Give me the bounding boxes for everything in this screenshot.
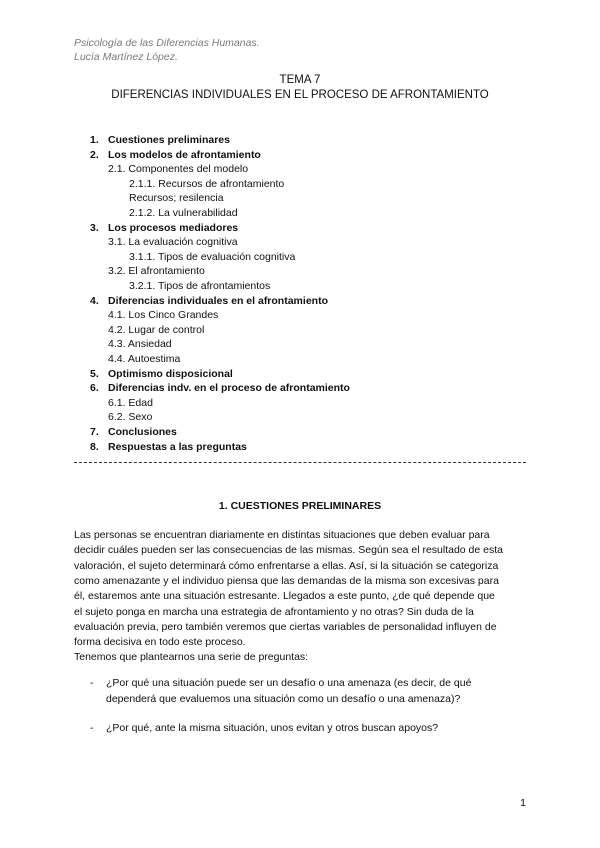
toc-item-label: 3.2. El afrontamiento (108, 265, 205, 278)
toc-item (129, 178, 284, 191)
toc-item (90, 148, 261, 162)
toc-item-label: Diferencias individuales en el afrontamiento (108, 294, 328, 307)
header-author: Lucía Martínez López. (74, 51, 178, 63)
toc-item-label: 2.1.2. La vulnerabilidad (129, 207, 238, 219)
toc-item-label: 3.2.1. Tipos de afrontamientos (129, 280, 271, 292)
toc-item (90, 440, 247, 454)
toc-item (90, 221, 239, 235)
bullet-dash: - (90, 722, 94, 734)
toc-item (129, 251, 295, 264)
toc-item (129, 207, 238, 220)
paragraph-line: Las personas se encuentran diariamente en distintas situaciones que deben evaluar para (74, 529, 490, 541)
toc-item (108, 338, 172, 351)
toc-item (90, 426, 177, 439)
toc-item-number: 1. (90, 134, 99, 146)
question-line: ¿Por qué una situación puede ser un desafío o una amenaza (es decir, de qué (106, 677, 472, 689)
question-line: ¿Por qué, ante la misma situación, unos evitan y otros buscan apoyos? (106, 722, 439, 734)
document-header (74, 36, 260, 64)
toc-item-number: 4. (90, 294, 99, 307)
toc-item-label: Recursos; resilencia (129, 192, 224, 205)
paragraph-line: como amenazante y el individuo piensa que las demandas de la misma son excesivas para (74, 574, 499, 587)
toc-item-label: Diferencias indv. en el proceso de afrontamiento (108, 382, 350, 395)
section-heading: 1. CUESTIONES PRELIMINARES (218, 500, 382, 512)
toc-item-label: Respuestas a las preguntas (108, 440, 247, 453)
toc-item (108, 309, 218, 322)
toc-item-label: 2.1.1. Recursos de afrontamiento (129, 177, 285, 190)
toc-item-number: 3. (90, 221, 99, 234)
question-text (106, 720, 526, 736)
toc-item-label: 6.2. Sexo (108, 411, 153, 424)
topic-number: TEMA 7 (279, 74, 321, 86)
toc-item-number: 8. (90, 440, 99, 453)
toc-item-label: Cuestiones preliminares (108, 134, 230, 146)
toc-item-label: 2.1. Componentes del modelo (108, 163, 249, 176)
paragraph-line: Tenemos que plantearnos una serie de preguntas: (74, 651, 309, 664)
question-text (106, 675, 526, 707)
toc-item (108, 353, 180, 366)
toc-item (90, 367, 233, 381)
topic-title: DIFERENCIAS INDIVIDUALES EN EL PROCESO DE AFRONTAMIENTO (111, 89, 489, 101)
toc-item (90, 134, 230, 147)
toc-item (108, 411, 152, 424)
toc-item (108, 163, 248, 176)
toc-item (90, 382, 350, 395)
toc-item-label: 3.1. La evaluación cognitiva (108, 236, 238, 249)
toc-item-number: 2. (90, 148, 99, 161)
bullet-dash: - (90, 677, 94, 689)
toc-item-label: 4.2. Lugar de control (108, 323, 205, 336)
section-divider (74, 462, 526, 463)
question-line: dependerá que evaluemos una situación como un desafío o una amenaza)? (106, 693, 461, 705)
toc-item (108, 236, 238, 249)
toc-item-label: Los modelos de afrontamiento (108, 148, 261, 161)
toc-item-label: 4.1. Los Cinco Grandes (108, 309, 219, 322)
toc-item-number: 6. (90, 382, 99, 395)
toc-item-number: 5. (90, 367, 99, 380)
toc-item-label: Los procesos mediadores (108, 221, 239, 234)
toc-item (90, 294, 328, 308)
paragraph-line: forma decisiva en todo este proceso. (74, 636, 246, 649)
paragraph-line: evaluación previa, pero también veremos que ciertas variables de personalidad influyen de (74, 620, 497, 633)
toc-item-label: 3.1.1. Tipos de evaluación cognitiva (129, 250, 296, 263)
toc-item (129, 280, 270, 293)
paragraph-line: decidir cuáles pueden ser las consecuencias de las mismas. Según sea el resultado de esta (74, 544, 503, 557)
paragraph-line: él, estaremos ante una situación estresante. Llegados a este punto, ¿de qué depende que (74, 590, 495, 603)
toc-item (129, 192, 224, 205)
toc-item (108, 397, 153, 410)
toc-item-label: 6.1. Edad (108, 396, 153, 409)
toc-item-label: Optimismo disposicional (108, 367, 233, 380)
paragraph-line: valoración, el sujeto determinará cómo enfrentarse a ellas. Así, si la situación se categoriza (74, 559, 499, 572)
toc-item (108, 265, 205, 278)
header-course: Psicología de las Diferencias Humanas. (74, 37, 260, 49)
toc-item-label: 4.4. Autoestima (108, 353, 181, 365)
page-number: 1 (520, 797, 526, 809)
toc-item-number: 7. (90, 426, 99, 438)
paragraph-line: el sujeto ponga en marcha una estrategia de afrontamiento y no otras? Sin duda de la (74, 605, 474, 618)
toc-item-label: 4.3. Ansiedad (108, 338, 172, 351)
toc-item (108, 324, 204, 337)
toc-item-label: Conclusiones (108, 426, 177, 438)
